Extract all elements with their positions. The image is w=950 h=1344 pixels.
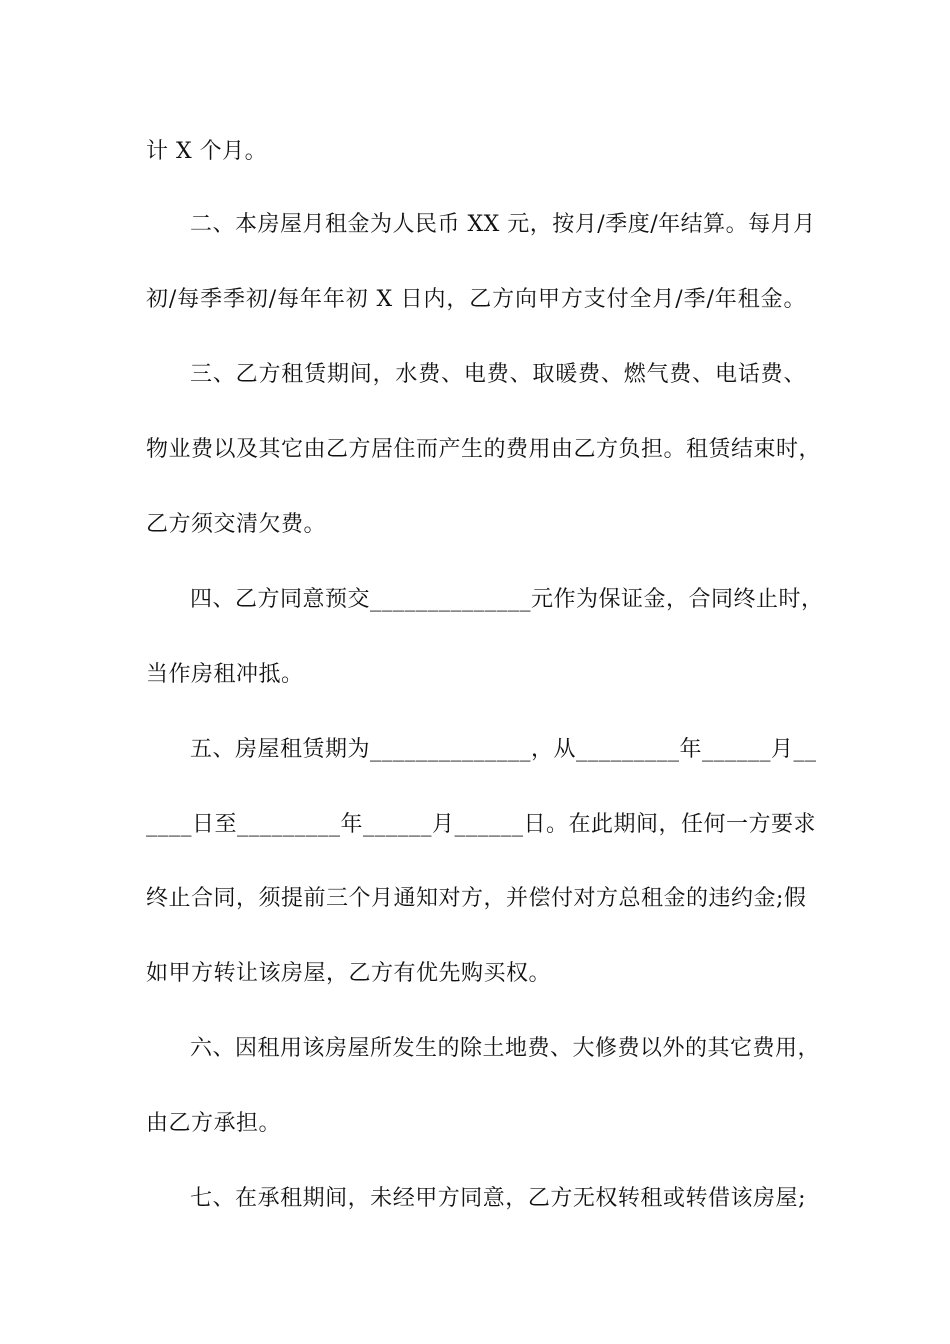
- clause-3-line-1: 三、乙方租赁期间，水费、电费、取暖费、燃气费、电话费、: [190, 362, 806, 387]
- clause-4-line-1: 四、乙方同意预交______________元作为保证金，合同终止时，: [190, 587, 824, 612]
- clause-2-line-1: 二、本房屋月租金为人民币 XX 元，按月/季度/年结算。每月月: [190, 212, 816, 237]
- clause-6-line-2: 由乙方承担。: [146, 1111, 282, 1136]
- clause-5-line-2: ____日至_________年______月______日。在此期间，任何一方要求: [146, 812, 817, 837]
- clause-5-line-1: 五、房屋租赁期为______________，从_________年______月__: [190, 737, 817, 762]
- clause-2-line-2: 初/每季季初/每年年初 X 日内，乙方向甲方支付全月/季/年租金。: [146, 287, 806, 312]
- clause-7-line-1: 七、在承租期间，未经甲方同意，乙方无权转租或转借该房屋;: [190, 1186, 806, 1211]
- clause-3-line-2: 物业费以及其它由乙方居住而产生的费用由乙方负担。租赁结束时，: [146, 437, 822, 462]
- clause-3-line-3: 乙方须交清欠费。: [146, 512, 327, 537]
- clause-5-line-4: 如甲方转让该房屋，乙方有优先购买权。: [146, 961, 552, 986]
- clause-4-line-2: 当作房租冲抵。: [146, 662, 304, 687]
- clause-5-line-3: 终止合同，须提前三个月通知对方，并偿付对方总租金的违约金;假: [146, 886, 807, 911]
- clause-6-line-1: 六、因租用该房屋所发生的除土地费、大修费以外的其它费用，: [190, 1036, 821, 1061]
- text-line-1: 计 X 个月。: [146, 139, 268, 164]
